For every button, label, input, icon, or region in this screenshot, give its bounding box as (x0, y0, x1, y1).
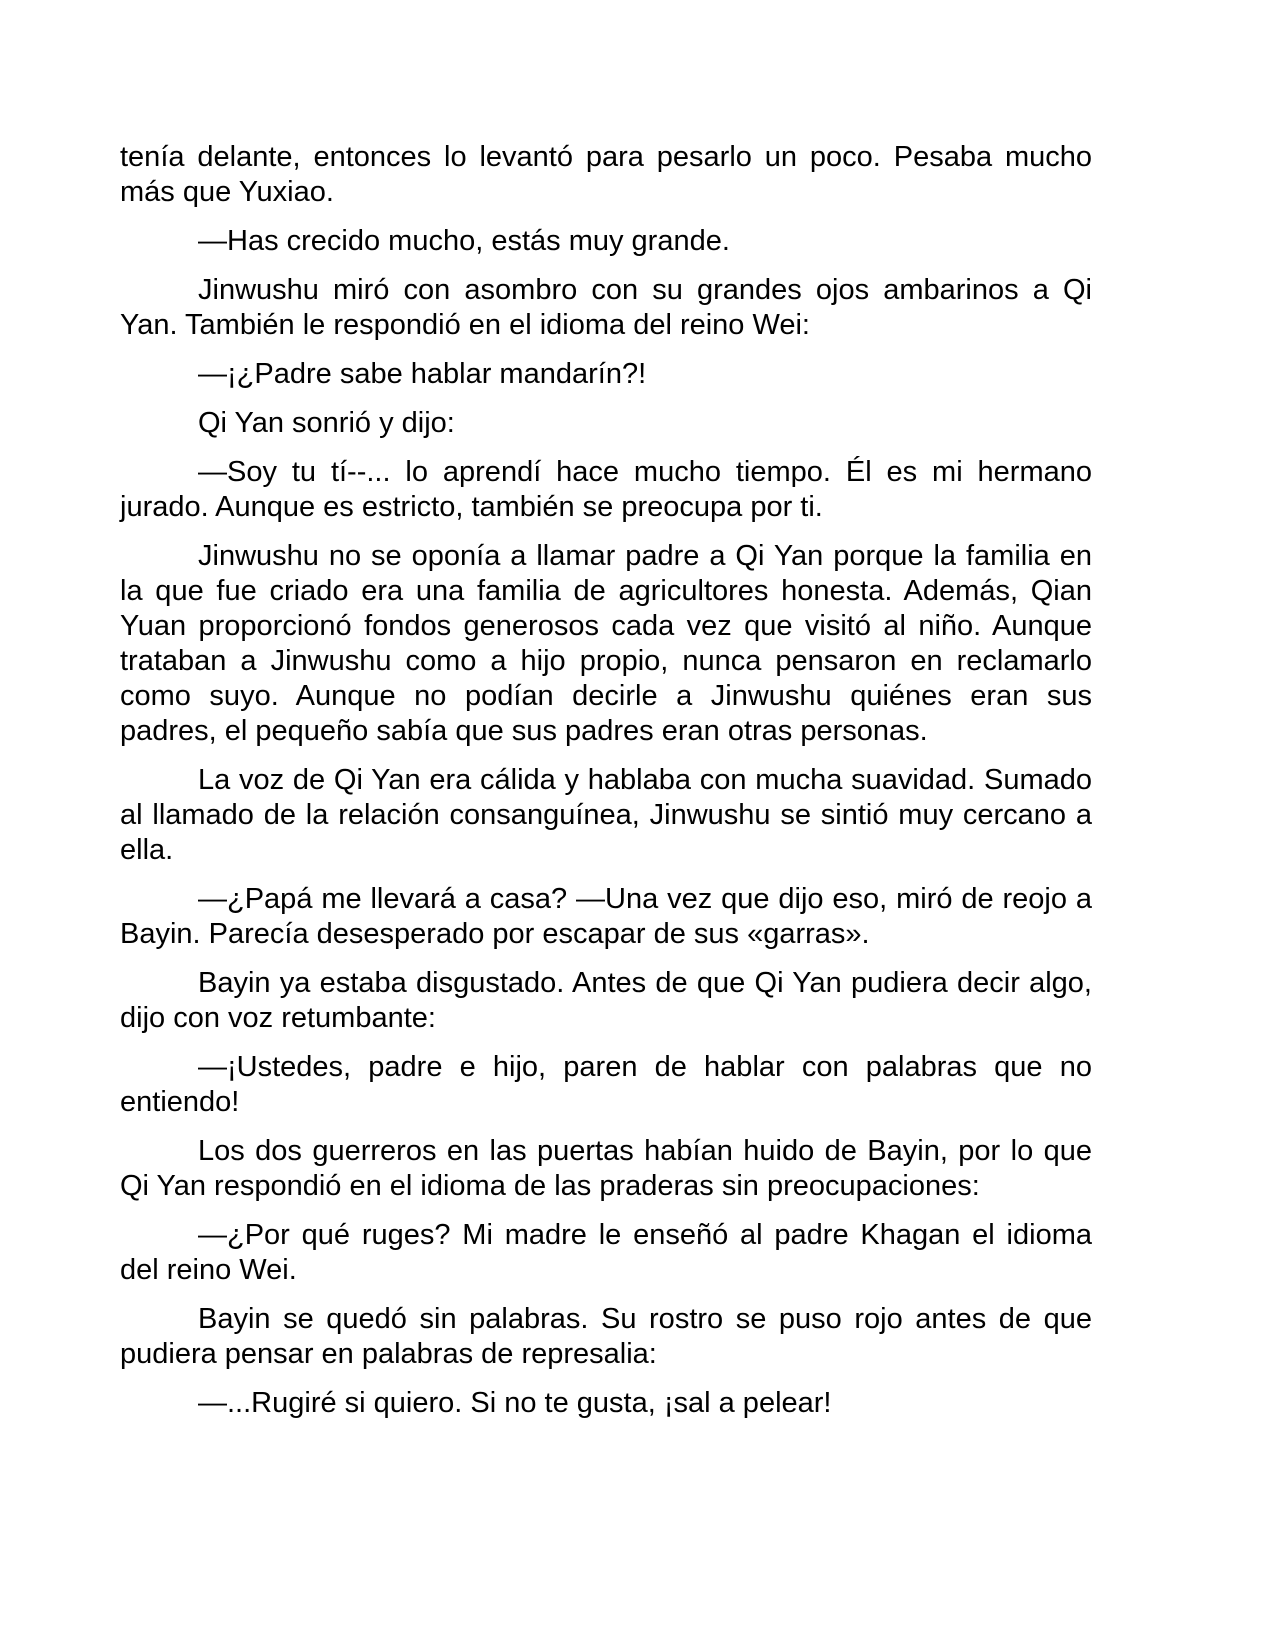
paragraph-narration: Jinwushu no se oponía a llamar padre a Qi Yan porque la familia en la que fue criado era una familia de agricultores honesta. Además, Qian Yuan proporcionó fondos generosos cada vez que visitó al niño. Aunque trataban a Jinwushu como a hijo propio, nunca pensaron en reclamarlo como suyo. Aunque no podían decirle a Jinwushu quiénes eran sus padres, el pequeño sabía que sus padres eran otras personas. (120, 540, 1092, 747)
paragraph-dialogue: —¡¿Padre sabe hablar mandarín?! (198, 358, 647, 390)
document-page (120, 140, 1092, 1435)
paragraph-narration: La voz de Qi Yan era cálida y hablaba con mucha suavidad. Sumado al llamado de la relación consanguínea, Jinwushu se sintió muy cercano a ella. (120, 764, 1092, 866)
paragraph-narration: Bayin se quedó sin palabras. Su rostro se puso rojo antes de que pudiera pensar en palabras de represalia: (120, 1303, 1092, 1370)
paragraph-narration: Los dos guerreros en las puertas habían huido de Bayin, por lo que Qi Yan respondió en el idioma de las praderas sin preocupaciones: (120, 1135, 1092, 1202)
paragraph-narration: Qi Yan sonrió y dijo: (198, 407, 455, 439)
paragraph-continuation: tenía delante, entonces lo levantó para pesarlo un poco. Pesaba mucho más que Yuxiao. (120, 141, 1092, 208)
paragraph-dialogue: —¿Por qué ruges? Mi madre le enseñó al padre Khagan el idioma del reino Wei. (120, 1219, 1092, 1286)
paragraph-dialogue: —Has crecido mucho, estás muy grande. (198, 225, 730, 257)
paragraph-dialogue: —¿Papá me llevará a casa? —Una vez que dijo eso, miró de reojo a Bayin. Parecía desesperado por escapar de sus «garras». (120, 883, 1092, 950)
paragraph-dialogue: —¡Ustedes, padre e hijo, paren de hablar con palabras que no entiendo! (120, 1051, 1092, 1118)
paragraph-dialogue: —Soy tu tí--... lo aprendí hace mucho tiempo. Él es mi hermano jurado. Aunque es estricto, también se preocupa por ti. (120, 456, 1092, 523)
paragraph-narration: Bayin ya estaba disgustado. Antes de que Qi Yan pudiera decir algo, dijo con voz retumbante: (120, 967, 1092, 1034)
paragraph-narration: Jinwushu miró con asombro con su grandes ojos ambarinos a Qi Yan. También le respondió en el idioma del reino Wei: (120, 274, 1092, 341)
paragraph-dialogue: —...Rugiré si quiero. Si no te gusta, ¡sal a pelear! (198, 1387, 832, 1419)
